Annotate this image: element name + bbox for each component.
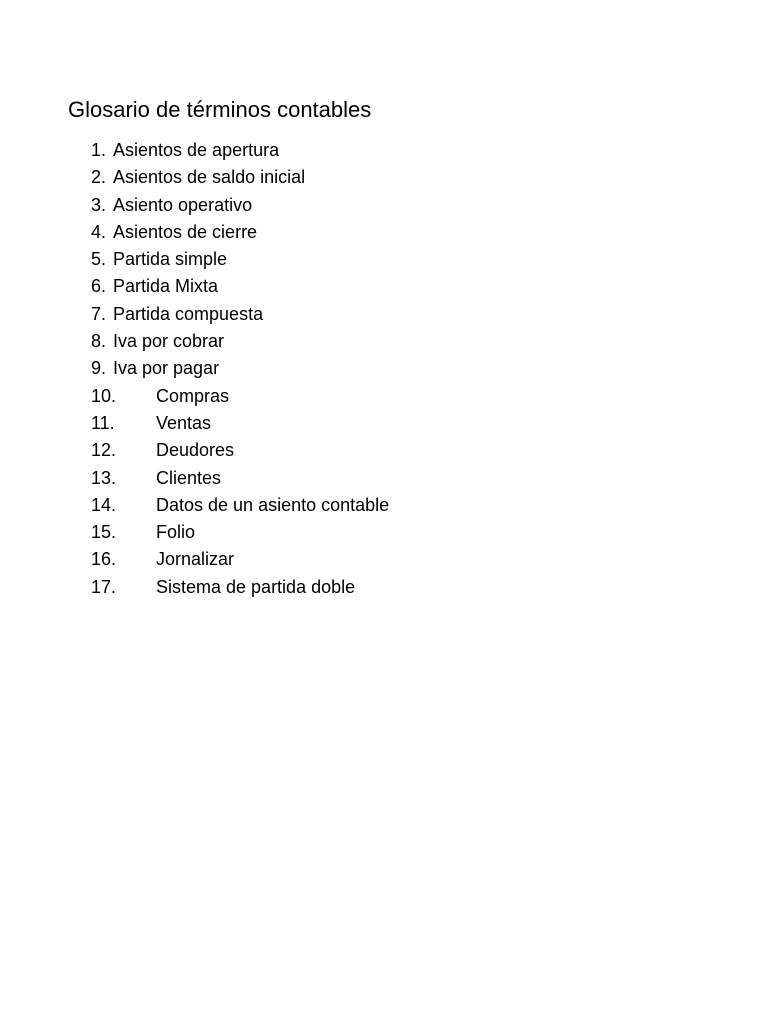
list-item-text: Sistema de partida doble bbox=[156, 576, 356, 597]
list-item-number: 15. bbox=[91, 522, 117, 543]
list-item-number: 14. bbox=[91, 494, 117, 515]
list-item-number: 17. bbox=[91, 576, 117, 597]
list-item-number: 13. bbox=[91, 467, 117, 488]
list-item-text: Datos de un asiento contable bbox=[156, 494, 390, 515]
list-item-number: 1. bbox=[90, 140, 106, 160]
list-item-number: 4. bbox=[90, 221, 106, 242]
list-item-number: 9. bbox=[90, 358, 106, 379]
list-item-text: Asientos de cierre bbox=[113, 221, 258, 242]
list-item-number: 8. bbox=[90, 331, 106, 352]
list-item-number: 3. bbox=[90, 194, 106, 215]
list-item-number: 12. bbox=[91, 440, 117, 461]
list-item-number: 11. bbox=[91, 412, 115, 433]
list-item-text: Compras bbox=[156, 385, 230, 406]
list-item-number: 10. bbox=[91, 385, 117, 406]
list-item-text: Iva por cobrar bbox=[113, 331, 225, 352]
list-item-text: Asiento operativo bbox=[113, 194, 253, 215]
list-item-number: 16. bbox=[91, 549, 117, 570]
list-item-text: Deudores bbox=[156, 440, 235, 461]
list-item-number: 2. bbox=[90, 167, 106, 188]
list-item-text: Partida compuesta bbox=[113, 303, 264, 324]
list-item-number: 6. bbox=[90, 276, 106, 297]
page-title: Glosario de términos contables bbox=[68, 97, 372, 122]
list-item-text: Asientos de apertura bbox=[113, 140, 280, 160]
list-item-text: Folio bbox=[156, 522, 196, 543]
list-item-text: Partida simple bbox=[113, 249, 228, 270]
list-item-text: Asientos de saldo inicial bbox=[113, 167, 306, 188]
list-item-text: Iva por pagar bbox=[113, 358, 220, 379]
list-item-text: Partida Mixta bbox=[113, 276, 219, 297]
list-item-text: Clientes bbox=[156, 467, 222, 488]
list-item-number: 7. bbox=[90, 303, 106, 324]
list-item-number: 5. bbox=[90, 249, 106, 270]
list-item-text: Ventas bbox=[156, 412, 212, 433]
list-item-text: Jornalizar bbox=[156, 549, 235, 570]
